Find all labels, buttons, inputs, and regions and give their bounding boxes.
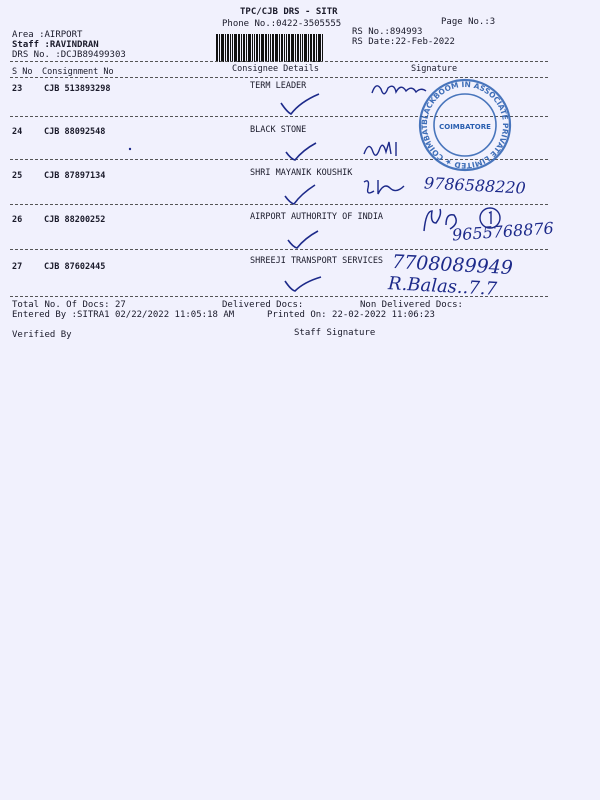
handwritten-phone: 9655768876 — [451, 218, 555, 245]
col-consignment: Consignment No — [42, 67, 114, 77]
staff-label: Staff :RAVINDRAN — [12, 40, 99, 50]
row-consignment: CJB 87897134 — [44, 171, 106, 181]
tick-mark — [282, 182, 318, 208]
col-sno: S No — [12, 67, 33, 77]
col-signature: Signature — [411, 64, 458, 74]
divider — [10, 61, 548, 62]
area-label: Area :AIRPORT — [12, 30, 83, 40]
row-sno: 24 — [12, 127, 23, 137]
row-consignee: BLACK STONE — [250, 125, 307, 135]
tick-mark — [127, 146, 133, 152]
handwritten-phone: 7708089949 — [391, 250, 514, 280]
tick-mark — [278, 92, 322, 118]
handwritten-phone: 9786588220 — [423, 173, 527, 198]
row-sno: 27 — [12, 262, 23, 272]
row-sno: 23 — [12, 84, 23, 94]
row-sno: 26 — [12, 215, 23, 225]
row-consignment: CJB 513893298 — [44, 84, 111, 94]
tick-mark — [285, 228, 321, 252]
non-delivered-docs: Non Delivered Docs: — [360, 300, 463, 310]
rs-number: RS No.:894993 — [352, 27, 423, 37]
signature-scribble — [360, 138, 404, 162]
phone-number: Phone No.:0422-3505555 — [222, 19, 342, 29]
divider — [10, 249, 548, 250]
row-consignment: CJB 88092548 — [44, 127, 106, 137]
rs-date: RS Date:22-Feb-2022 — [352, 37, 455, 47]
page-number: Page No.:3 — [441, 17, 496, 27]
row-consignee: TERM LEADER — [250, 81, 307, 91]
tick-mark — [283, 140, 319, 164]
handwritten-name: R.Balas..7.7 — [387, 273, 498, 300]
row-consignment: CJB 88200252 — [44, 215, 106, 225]
col-consignee: Consignee Details — [232, 64, 319, 74]
signature-scribble — [360, 176, 410, 198]
verified-by: Verified By — [12, 330, 72, 340]
report-title: TPC/CJB DRS - SITR — [240, 7, 338, 17]
printed-on: Printed On: 22-02-2022 11:06:23 — [267, 310, 435, 320]
row-consignee: SHREEJI TRANSPORT SERVICES — [250, 256, 384, 266]
tick-mark — [282, 273, 324, 295]
barcode — [216, 34, 346, 62]
company-stamp — [417, 77, 513, 177]
row-consignee: SHRI MAYANIK KOUSHIK — [250, 168, 353, 178]
row-consignment: CJB 87602445 — [44, 262, 106, 272]
delivered-docs: Delivered Docs: — [222, 300, 304, 310]
row-sno: 25 — [12, 171, 23, 181]
stamp-ring-text: BLACKBOOM IN ASSOCIATE PRIVATE LIMITED ★ COIMBAT — [419, 79, 511, 171]
entered-by: Entered By :SITRA1 02/22/2022 11:05:18 AM — [12, 310, 235, 320]
total-docs: Total No. Of Docs: 27 — [12, 300, 126, 310]
row-consignee: AIRPORT AUTHORITY OF INDIA — [250, 212, 384, 222]
drs-number: DRS No. :DCJB89499303 — [12, 50, 126, 60]
stamp-center-text: COIMBATORE — [439, 123, 491, 131]
staff-signature: Staff Signature — [294, 328, 376, 338]
